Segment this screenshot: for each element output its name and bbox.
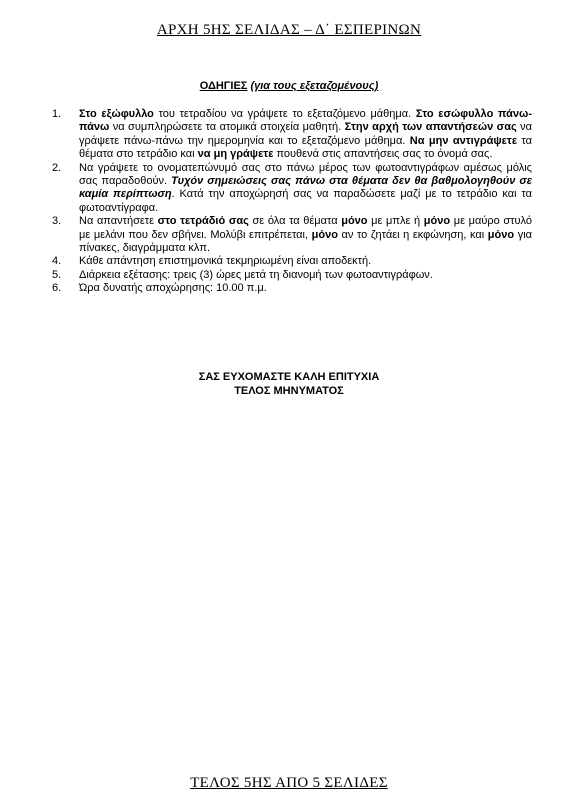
page-header <box>0 22 578 39</box>
instructions-list <box>52 108 532 296</box>
emphasized-text: Στο εσώφυλλο πάνω-πάνω <box>79 108 532 134</box>
instruction-text <box>79 108 532 160</box>
instruction-text <box>79 255 371 267</box>
instruction-number: 3. <box>52 215 62 228</box>
page-header-text: ΑΡΧΗ 5ΗΣ ΣΕΛΙΔΑΣ – Δ΄ ΕΣΠΕΡΙΝΩΝ <box>156 22 422 38</box>
instruction-text <box>79 282 267 294</box>
text-segment: να συμπληρώσετε τα ατομικά στοιχεία μαθητή. <box>109 121 345 134</box>
text-segment: να γράψετε πάνω-πάνω την ημερομηνία και το εξεταζόμενο μάθημα. <box>79 121 532 147</box>
instruction-number: 2. <box>52 161 62 174</box>
instruction-number: 6. <box>52 282 62 295</box>
text-segment: σε όλα τα θέματα <box>248 215 342 228</box>
closing-wish: ΣΑΣ ΕΥΧΟΜΑΣΤΕ ΚΑΛΗ ΕΠΙΤΥΧΙΑ <box>198 371 380 383</box>
text-segment: Ώρα δυνατής αποχώρησης: 10.00 π.μ. <box>79 282 267 295</box>
emphasized-text: μόνο <box>341 215 368 228</box>
emphasized-text: στο τετράδιό σας <box>157 215 249 228</box>
text-segment: . Κατά την αποχώρησή σας να παραδώσετε μαζί με το τετράδιο και τα φωτοαντίγραφα. <box>79 188 533 214</box>
instruction-item-5 <box>52 269 532 282</box>
closing-message <box>0 371 578 398</box>
emphasized-text: μόνο <box>423 215 451 228</box>
emphasized-text: μόνο <box>487 228 515 241</box>
emphasized-text: Να μην αντιγράψετε <box>409 134 518 147</box>
emphasized-text: Στο εξώφυλλο <box>79 108 154 120</box>
instruction-item-3 <box>52 215 532 255</box>
text-segment: για πίνακες, διαγράμματα κλπ. <box>79 228 532 255</box>
emphasized-text: Στην αρχή των απαντήσεών σας <box>344 121 517 134</box>
emphasized-text: να μη γράψετε <box>197 148 274 161</box>
instruction-number: 4. <box>52 255 62 268</box>
page-footer <box>0 775 578 792</box>
instructions-title-paren: (για τους εξεταζομένους) <box>250 80 379 92</box>
instruction-item-2 <box>52 162 532 216</box>
closing-end-of-message: ΤΕΛΟΣ ΜΗΝΥΜΑΤΟΣ <box>234 384 344 397</box>
page-footer-text: ΤΕΛΟΣ 5ΗΣ ΑΠΟ 5 ΣΕΛΙΔΕΣ <box>190 775 388 791</box>
text-segment: Να απαντήσετε <box>79 215 158 228</box>
text-segment: Να γράψετε το ονοματεπώνυμό σας στο πάνω μέρος των φωτοαντιγράφων αμέσως μόλις σας παραδοθούν. <box>79 161 532 188</box>
instruction-text <box>79 215 532 254</box>
instructions-title <box>0 80 578 92</box>
instruction-text <box>79 269 433 281</box>
text-segment: Διάρκεια εξέτασης: τρεις (3) ώρες μετά τη διανομή των φωτοαντιγράφων. <box>79 268 433 281</box>
text-segment: Κάθε απάντηση επιστημονικά τεκμηριωμένη είναι αποδεκτή. <box>79 255 372 268</box>
emphasized-text: Τυχόν σημειώσεις σας πάνω στα θέματα δεν θα βαθμολογηθούν σε καμία περίπτωση <box>79 175 532 201</box>
text-segment: τα θέματα στο τετράδιο και <box>79 134 533 161</box>
text-segment: του τετραδίου να γράψετε το εξεταζόμενο μάθημα. <box>153 108 416 120</box>
instruction-item-6 <box>52 282 532 295</box>
instruction-number: 5. <box>52 268 62 281</box>
instruction-number: 1. <box>52 108 62 120</box>
emphasized-text: μόνο <box>311 228 338 241</box>
instruction-text <box>79 162 532 214</box>
text-segment: με μαύρο στυλό με μελάνι που δεν σβήνει. Μολύβι επιτρέπεται, <box>79 215 532 241</box>
text-segment: πουθενά στις απαντήσεις σας το όνομά σας. <box>273 148 493 161</box>
instruction-item-4 <box>52 255 532 268</box>
text-segment: αν το ζητάει η εκφώνηση, και <box>337 228 488 241</box>
instruction-item-1 <box>52 108 532 162</box>
text-segment: με μπλε ή <box>367 215 424 228</box>
instructions-title-main: ΟΔΗΓΙΕΣ <box>199 80 248 92</box>
